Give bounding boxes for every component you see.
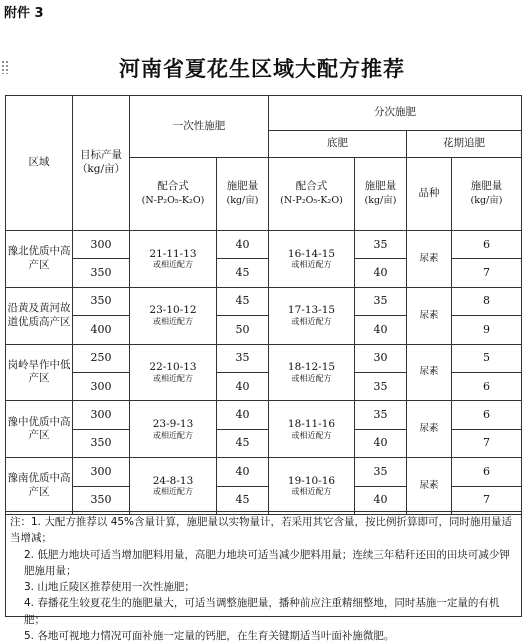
top-rate-cell: 7 xyxy=(452,429,522,457)
variety-cell: 尿素 xyxy=(407,287,452,344)
top-rate-cell: 7 xyxy=(452,486,522,514)
table-row xyxy=(6,287,522,315)
base-formula-cell: 16-14-15 或相近配方 xyxy=(269,231,355,288)
header-one-time: 一次性施肥 xyxy=(130,96,269,158)
base-rate-cell: 40 xyxy=(355,486,407,514)
one-formula-cell: 22-10-13 或相近配方 xyxy=(130,344,217,401)
one-rate-cell: 45 xyxy=(217,486,269,514)
one-rate-cell: 45 xyxy=(217,287,269,315)
yield-cell: 350 xyxy=(73,259,130,287)
footnotes xyxy=(5,511,522,642)
one-rate-cell: 45 xyxy=(217,259,269,287)
top-rate-cell: 7 xyxy=(452,259,522,287)
table-row xyxy=(6,344,522,372)
page-title: 河南省夏花生区域大配方推荐 xyxy=(119,56,405,81)
header-variety: 品种 xyxy=(407,158,452,231)
yield-cell: 300 xyxy=(73,372,130,400)
one-rate-cell: 40 xyxy=(217,231,269,259)
yield-cell: 350 xyxy=(73,486,130,514)
table-row xyxy=(6,231,522,259)
yield-cell: 250 xyxy=(73,344,130,372)
base-rate-cell: 35 xyxy=(355,231,407,259)
base-rate-cell: 35 xyxy=(355,401,407,429)
note-line: 4. 春播花生较夏花生的施肥量大，可适当调整施肥量，播种前应注重精细整地，同时基施一定量的有机肥； xyxy=(24,597,500,626)
top-rate-cell: 6 xyxy=(452,458,522,486)
one-formula-cell: 23-9-13 或相近配方 xyxy=(130,401,217,458)
header-base: 底肥 xyxy=(269,131,407,158)
table-row xyxy=(6,458,522,486)
header-formula-one: 配合式 (N-P₂O₅-K₂O) xyxy=(130,158,217,231)
header-flowering: 花期追肥 xyxy=(407,131,522,158)
base-formula-cell: 18-11-16 或相近配方 xyxy=(269,401,355,458)
attachment-label: 附件 3 xyxy=(4,6,44,21)
variety-cell: 尿素 xyxy=(407,401,452,458)
one-rate-cell: 40 xyxy=(217,458,269,486)
base-rate-cell: 35 xyxy=(355,458,407,486)
one-rate-cell: 40 xyxy=(217,401,269,429)
variety-cell: 尿素 xyxy=(407,344,452,401)
one-rate-cell: 40 xyxy=(217,372,269,400)
base-rate-cell: 40 xyxy=(355,316,407,344)
header-split: 分次施肥 xyxy=(269,96,522,131)
fertilizer-table xyxy=(5,95,522,515)
yield-cell: 300 xyxy=(73,458,130,486)
variety-cell: 尿素 xyxy=(407,231,452,288)
header-formula-base: 配合式 (N-P₂O₅-K₂O) xyxy=(269,158,355,231)
region-cell: 豫中优质中高产区 xyxy=(6,401,73,458)
yield-cell: 400 xyxy=(73,316,130,344)
one-formula-cell: 21-11-13 或相近配方 xyxy=(130,231,217,288)
top-rate-cell: 8 xyxy=(452,287,522,315)
variety-cell: 尿素 xyxy=(407,458,452,515)
yield-cell: 300 xyxy=(73,401,130,429)
base-rate-cell: 40 xyxy=(355,259,407,287)
header-rate-one: 施肥量 (kg/亩) xyxy=(217,158,269,231)
top-rate-cell: 6 xyxy=(452,401,522,429)
base-formula-cell: 18-12-15 或相近配方 xyxy=(269,344,355,401)
region-cell: 岗岭旱作中低产区 xyxy=(6,344,73,401)
base-formula-cell: 17-13-15 或相近配方 xyxy=(269,287,355,344)
one-rate-cell: 35 xyxy=(217,344,269,372)
note-line: 3. 山地丘陵区推荐使用一次性施肥； xyxy=(24,581,195,594)
one-rate-cell: 50 xyxy=(217,316,269,344)
yield-cell: 300 xyxy=(73,231,130,259)
top-rate-cell: 6 xyxy=(452,372,522,400)
base-rate-cell: 30 xyxy=(355,344,407,372)
base-rate-cell: 40 xyxy=(355,429,407,457)
one-formula-cell: 23-10-12 或相近配方 xyxy=(130,287,217,344)
table-row xyxy=(6,401,522,429)
region-cell: 沿黄及黄河故道优质高产区 xyxy=(6,287,73,344)
top-rate-cell: 9 xyxy=(452,316,522,344)
yield-cell: 350 xyxy=(73,429,130,457)
base-rate-cell: 35 xyxy=(355,372,407,400)
note-line: 2. 低肥力地块可适当增加肥料用量，高肥力地块可适当减少肥料用量；连续三年秸秆还田的田块可减少钾肥施用量； xyxy=(24,548,510,577)
yield-cell: 350 xyxy=(73,287,130,315)
base-formula-cell: 19-10-16 或相近配方 xyxy=(269,458,355,515)
region-cell: 豫北优质中高产区 xyxy=(6,231,73,288)
top-rate-cell: 5 xyxy=(452,344,522,372)
region-cell: 豫南优质中高产区 xyxy=(6,458,73,515)
top-rate-cell: 6 xyxy=(452,231,522,259)
one-rate-cell: 45 xyxy=(217,429,269,457)
note-line: 5. 各地可视地力情况可面补施一定量的钙肥，在生育关键期适当叶面补施微肥。 xyxy=(24,629,395,642)
header-rate-base: 施肥量 (kg/亩) xyxy=(355,158,407,231)
header-target-yield: 目标产量（kg/亩） xyxy=(73,96,130,231)
note-line: 注：1. 大配方推荐以 45%含量计算，施肥量以实物量计，若采用其它含量，按比例折算即可，同时施用量适当增减； xyxy=(10,516,513,545)
header-region: 区域 xyxy=(6,96,73,231)
base-rate-cell: 35 xyxy=(355,287,407,315)
one-formula-cell: 24-8-13 或相近配方 xyxy=(130,458,217,515)
header-rate-top: 施肥量 (kg/亩) xyxy=(452,158,522,231)
